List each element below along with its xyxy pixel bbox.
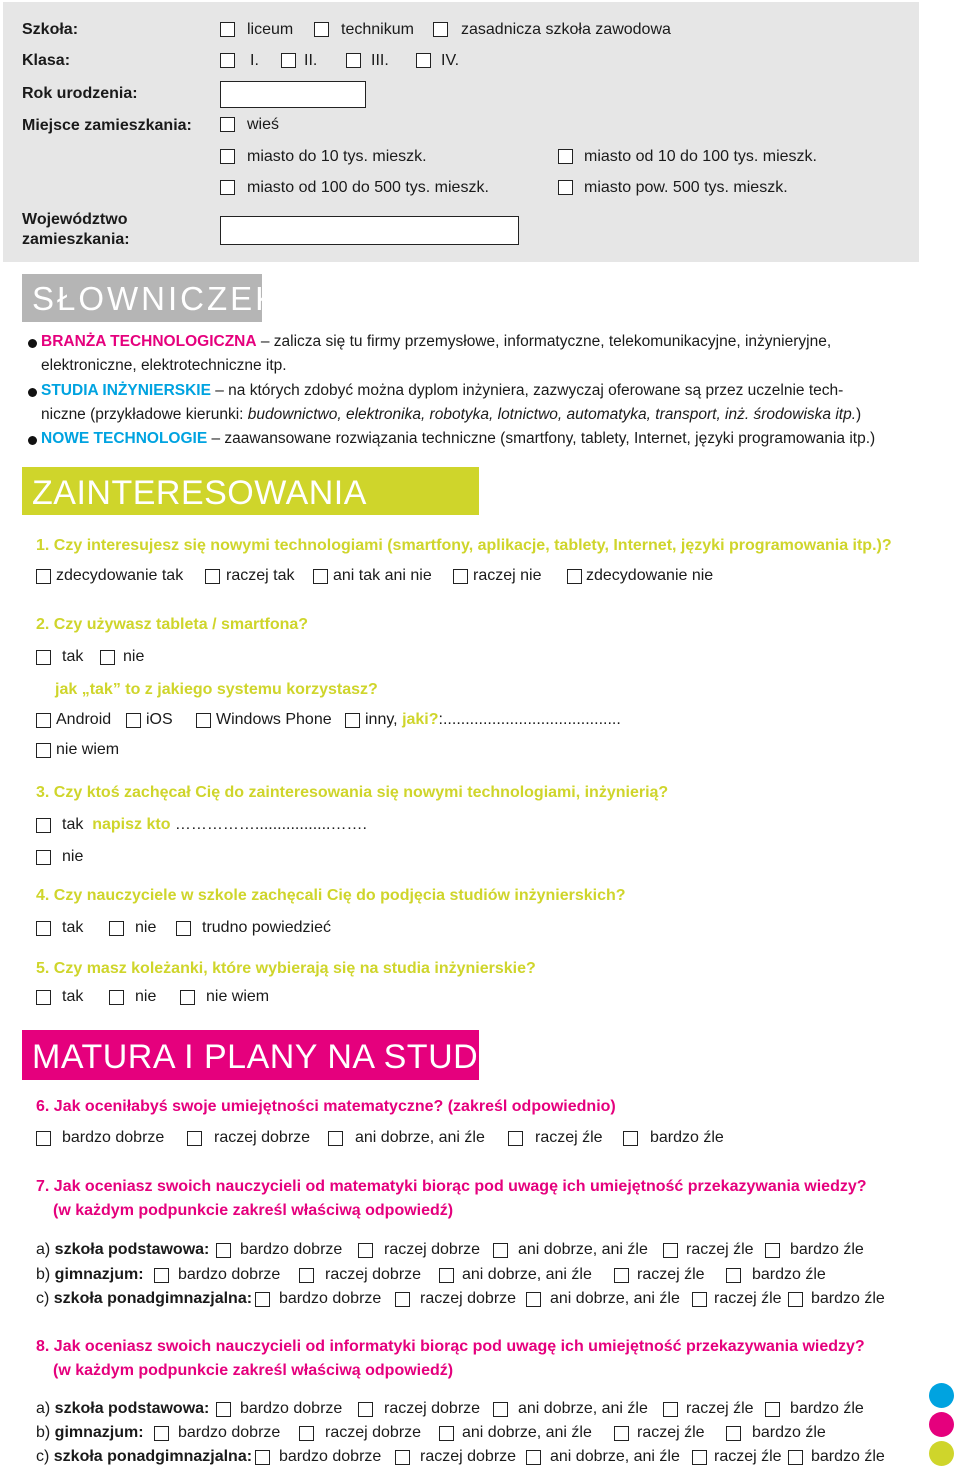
q7-row-2-label <box>36 1266 144 1284</box>
q8-row-1-option-1-checkbox[interactable] <box>216 1402 231 1417</box>
glossary-term-1: BRANŻA TECHNOLOGICZNA <box>41 333 257 350</box>
q7-row-2-option-2-checkbox[interactable] <box>299 1268 314 1283</box>
class-3-label: III. <box>371 52 389 69</box>
glossary-item-1-line2: elektroniczne, elektrotechniczne itp. <box>41 357 287 374</box>
q6-option-4-label: raczej źle <box>535 1129 603 1146</box>
question-8-line2: (w każdym podpunkcie zakreśl właściwą odpowiedź) <box>53 1362 454 1379</box>
q7-row-1-option-4-label: raczej źle <box>686 1241 754 1258</box>
school-liceum-checkbox[interactable] <box>220 22 235 37</box>
system-other-prompt: jaki? <box>402 711 439 728</box>
q8-row-2-option-3-checkbox[interactable] <box>439 1426 454 1441</box>
q1-option-1-checkbox[interactable] <box>36 569 51 584</box>
q8-row-2-option-2-checkbox[interactable] <box>299 1426 314 1441</box>
q7-row-2-option-3-label: ani dobrze, ani źle <box>462 1266 592 1283</box>
q8-row-1-option-3-checkbox[interactable] <box>493 1402 508 1417</box>
glossary-term-3: NOWE TECHNOLOGIE <box>41 430 208 447</box>
question-8-line1: 8. Jak oceniasz swoich nauczycieli od informatyki biorąc pod uwagę ich umiejętność przekazywania wiedzy? <box>36 1338 865 1355</box>
lime-dot <box>929 1441 954 1466</box>
q5-yes-label: tak <box>62 988 84 1005</box>
question-2: 2. Czy używasz tableta / smartfona? <box>36 616 309 633</box>
q3-no-label: nie <box>62 848 84 865</box>
q5-yes-checkbox[interactable] <box>36 990 51 1005</box>
q6-option-4-checkbox[interactable] <box>508 1131 523 1146</box>
birth-year-label: Rok urodzenia: <box>22 85 138 102</box>
q7-row-2-option-3-checkbox[interactable] <box>439 1268 454 1283</box>
q7-row-2-option-4-label: raczej źle <box>637 1266 705 1283</box>
q2-yes-checkbox[interactable] <box>36 650 51 665</box>
residence-village-checkbox[interactable] <box>220 117 235 132</box>
q7-row-1-option-1-checkbox[interactable] <box>216 1243 231 1258</box>
q8-row-2-option-2-label: raczej dobrze <box>325 1424 422 1441</box>
q6-option-5-checkbox[interactable] <box>623 1131 638 1146</box>
q8-row-1-label <box>36 1400 209 1418</box>
q6-option-1-checkbox[interactable] <box>36 1131 51 1146</box>
q8-row-2-option-1-label: bardzo dobrze <box>178 1424 281 1441</box>
row-prefix: c) <box>36 1290 54 1307</box>
q4-yes-label: tak <box>62 919 84 936</box>
glossary-item-2-line2 <box>41 404 861 426</box>
school-level: szkoła ponadgimnazjalna: <box>53 1290 253 1307</box>
q4-yes-checkbox[interactable] <box>36 921 51 936</box>
q7-row-3-option-4-checkbox[interactable] <box>692 1292 707 1307</box>
q3-yes-line <box>62 816 367 834</box>
q7-row-3-label <box>36 1290 252 1308</box>
q7-row-3-option-3-label: ani dobrze, ani źle <box>550 1290 680 1307</box>
q8-row-3-label <box>36 1448 252 1466</box>
glossary-item-3-line1 <box>41 428 875 450</box>
q2-no-checkbox[interactable] <box>100 650 115 665</box>
residence-label: Miejsce zamieszkania: <box>22 117 192 134</box>
system-dontknow-label: nie wiem <box>56 741 120 758</box>
q6-option-1-label: bardzo dobrze <box>62 1129 165 1146</box>
q1-option-4-label: raczej nie <box>473 567 542 584</box>
q6-option-2-label: raczej dobrze <box>214 1129 311 1146</box>
q7-row-1-option-4-checkbox[interactable] <box>663 1243 678 1258</box>
row-prefix: c) <box>36 1448 54 1465</box>
q5-dontknow-checkbox[interactable] <box>180 990 195 1005</box>
q7-row-1-option-3-label: ani dobrze, ani źle <box>518 1241 648 1258</box>
row-prefix: b) <box>36 1424 55 1441</box>
voivodeship-field[interactable] <box>220 216 519 245</box>
glossary-def-2-prefix: niczne (przykładowe kierunki: <box>41 406 248 423</box>
residence-city-500k-label: miasto od 100 do 500 tys. mieszk. <box>247 179 489 196</box>
system-windows-phone-label: Windows Phone <box>216 711 332 728</box>
q7-row-3-option-2-label: raczej dobrze <box>420 1290 517 1307</box>
q8-row-3-option-3-label: ani dobrze, ani źle <box>550 1448 680 1465</box>
class-2-label: II. <box>304 52 318 69</box>
q7-row-1-label <box>36 1241 209 1259</box>
system-ios-checkbox[interactable] <box>126 713 141 728</box>
residence-city-500k-checkbox[interactable] <box>220 180 235 195</box>
system-ios-label: iOS <box>146 711 173 728</box>
q7-row-1-option-2-checkbox[interactable] <box>358 1243 373 1258</box>
q2-no-label: nie <box>123 648 145 665</box>
voivodeship-label-line1: Województwo <box>22 211 128 228</box>
q8-row-3-option-5-label: bardzo źle <box>811 1448 885 1465</box>
glossary-bullet-3 <box>28 436 37 445</box>
interests-heading: ZAINTERESOWANIA <box>22 467 479 515</box>
q3-no-checkbox[interactable] <box>36 850 51 865</box>
q8-row-1-option-5-label: bardzo źle <box>790 1400 864 1417</box>
school-level: szkoła ponadgimnazjalna: <box>53 1448 253 1465</box>
q4-no-label: nie <box>135 919 157 936</box>
question-6: 6. Jak oceniłabyś swoje umiejętności matematyczne? (zakreśl odpowiednio) <box>36 1098 616 1115</box>
q7-row-1-option-2-label: raczej dobrze <box>384 1241 481 1258</box>
glossary-def-1: – zalicza się tu firmy przemysłowe, informatyczne, telekomunikacyjne, inżynieryjne, <box>256 333 832 350</box>
row-prefix: a) <box>36 1241 55 1258</box>
q7-row-2-option-4-checkbox[interactable] <box>614 1268 629 1283</box>
q7-row-3-option-4-label: raczej źle <box>714 1290 782 1307</box>
glossary-bullet-2 <box>28 388 37 397</box>
school-zawodowa-checkbox[interactable] <box>433 22 448 37</box>
question-7-line1: 7. Jak oceniasz swoich nauczycieli od matematyki biorąc pod uwagę ich umiejętność przekazywania wiedzy? <box>36 1178 867 1195</box>
system-other-checkbox[interactable] <box>345 713 360 728</box>
q8-row-1-option-4-label: raczej źle <box>686 1400 754 1417</box>
glossary-def-2-examples: budownictwo, elektronika, robotyka, lotnictwo, automatyka, transport, inż. środowiska itp. <box>247 406 856 423</box>
q8-row-1-option-4-checkbox[interactable] <box>663 1402 678 1417</box>
q7-row-3-option-1-label: bardzo dobrze <box>279 1290 382 1307</box>
q3-yes-checkbox[interactable] <box>36 818 51 833</box>
school-level: gimnazjum: <box>54 1424 144 1441</box>
residence-town-10k-label: miasto do 10 tys. mieszk. <box>247 148 427 165</box>
system-other-dots[interactable]: :........................................ <box>438 711 621 728</box>
q8-row-2-label <box>36 1424 144 1442</box>
q1-option-3-checkbox[interactable] <box>313 569 328 584</box>
q8-row-2-option-4-checkbox[interactable] <box>614 1426 629 1441</box>
q7-row-1-option-3-checkbox[interactable] <box>493 1243 508 1258</box>
question-3: 3. Czy ktoś zachęcał Cię do zainteresowania się nowymi technologiami, inżynierią? <box>36 784 669 801</box>
class-2-checkbox[interactable] <box>281 53 296 68</box>
glossary-def-3: – zaawansowane rozwiązania techniczne (smartfony, tablety, Internet, języki programowania itp.) <box>207 430 876 447</box>
q8-row-2-option-5-label: bardzo źle <box>752 1424 826 1441</box>
school-level: szkoła podstawowa: <box>54 1400 210 1417</box>
q6-option-5-label: bardzo źle <box>650 1129 724 1146</box>
q7-row-1-option-1-label: bardzo dobrze <box>240 1241 343 1258</box>
q8-row-1-option-2-label: raczej dobrze <box>384 1400 481 1417</box>
q7-row-2-option-5-checkbox[interactable] <box>726 1268 741 1283</box>
glossary-def-2: – na których zdobyć można dyplom inżyniera, zazwyczaj oferowane są przez uczelnie tech- <box>210 382 844 399</box>
class-label: Klasa: <box>22 52 71 69</box>
q7-row-1-option-5-checkbox[interactable] <box>765 1243 780 1258</box>
q3-write-dots[interactable]: …………….................……. <box>174 816 367 833</box>
residence-city-over500k-label: miasto pow. 500 tys. mieszk. <box>584 179 788 196</box>
class-1-label: I. <box>250 52 259 69</box>
q8-row-2-option-1-checkbox[interactable] <box>154 1426 169 1441</box>
q7-row-3-option-5-checkbox[interactable] <box>788 1292 803 1307</box>
q8-row-1-option-2-checkbox[interactable] <box>358 1402 373 1417</box>
q5-no-checkbox[interactable] <box>109 990 124 1005</box>
question-2-followup: jak „tak” to z jakiego systemu korzystasz? <box>55 681 378 698</box>
school-level: szkoła podstawowa: <box>54 1241 210 1258</box>
q8-row-3-option-2-checkbox[interactable] <box>395 1450 410 1465</box>
q8-row-2-option-4-label: raczej źle <box>637 1424 705 1441</box>
class-4-checkbox[interactable] <box>416 53 431 68</box>
q1-option-2-checkbox[interactable] <box>205 569 220 584</box>
q3-yes-label: tak <box>62 816 84 833</box>
magenta-dot <box>929 1412 954 1437</box>
residence-village-label: wieś <box>247 116 280 133</box>
q8-row-3-option-1-checkbox[interactable] <box>255 1450 270 1465</box>
residence-town-100k-label: miasto od 10 do 100 tys. mieszk. <box>584 148 817 165</box>
cyan-dot <box>929 1383 954 1408</box>
residence-town-10k-checkbox[interactable] <box>220 149 235 164</box>
class-4-label: IV. <box>441 52 460 69</box>
residence-town-100k-checkbox[interactable] <box>558 149 573 164</box>
system-other-line <box>365 711 621 729</box>
glossary-item-1-line1 <box>41 331 831 353</box>
q7-row-2-option-1-checkbox[interactable] <box>154 1268 169 1283</box>
q1-option-2-label: raczej tak <box>226 567 295 584</box>
system-other-label: inny, <box>365 711 398 728</box>
glossary-def-2-suffix: ) <box>856 406 862 423</box>
question-1: 1. Czy interesujesz się nowymi technologiami (smartfony, aplikacje, tablety, Internet, języki programowania itp.)? <box>36 537 892 554</box>
school-level: gimnazjum: <box>54 1266 144 1283</box>
row-prefix: a) <box>36 1400 55 1417</box>
q5-no-label: nie <box>135 988 157 1005</box>
q7-row-3-option-5-label: bardzo źle <box>811 1290 885 1307</box>
q2-yes-label: tak <box>62 648 84 665</box>
q6-option-3-label: ani dobrze, ani źle <box>355 1129 485 1146</box>
system-android-checkbox[interactable] <box>36 713 51 728</box>
voivodeship-label-line2: zamieszkania: <box>22 231 130 248</box>
q8-row-3-option-2-label: raczej dobrze <box>420 1448 517 1465</box>
q7-row-3-option-3-checkbox[interactable] <box>526 1292 541 1307</box>
q7-row-2-option-2-label: raczej dobrze <box>325 1266 422 1283</box>
q8-row-1-option-3-label: ani dobrze, ani źle <box>518 1400 648 1417</box>
glossary-bullet-1 <box>28 339 37 348</box>
q8-row-3-option-5-checkbox[interactable] <box>788 1450 803 1465</box>
matura-heading: MATURA I PLANY NA STUDIA <box>22 1030 479 1080</box>
q5-dontknow-label: nie wiem <box>206 988 270 1005</box>
school-liceum-label: liceum <box>247 21 294 38</box>
system-android-label: Android <box>56 711 112 728</box>
school-label: Szkoła: <box>22 21 79 38</box>
system-windows-phone-checkbox[interactable] <box>196 713 211 728</box>
row-prefix: b) <box>36 1266 55 1283</box>
question-7-line2: (w każdym podpunkcie zakreśl właściwą odpowiedź) <box>53 1202 454 1219</box>
q6-option-2-checkbox[interactable] <box>187 1131 202 1146</box>
q7-row-1-option-5-label: bardzo źle <box>790 1241 864 1258</box>
q4-no-checkbox[interactable] <box>109 921 124 936</box>
q1-option-1-label: zdecydowanie tak <box>56 567 184 584</box>
q1-option-3-label: ani tak ani nie <box>333 567 432 584</box>
q8-row-3-option-1-label: bardzo dobrze <box>279 1448 382 1465</box>
school-zawodowa-label: zasadnicza szkoła zawodowa <box>461 21 671 38</box>
q7-row-2-option-5-label: bardzo źle <box>752 1266 826 1283</box>
q1-option-5-checkbox[interactable] <box>567 569 582 584</box>
q7-row-2-option-1-label: bardzo dobrze <box>178 1266 281 1283</box>
question-5: 5. Czy masz koleżanki, które wybierają się na studia inżynierskie? <box>36 960 536 977</box>
q1-option-4-checkbox[interactable] <box>453 569 468 584</box>
q8-row-2-option-5-checkbox[interactable] <box>726 1426 741 1441</box>
residence-city-over500k-checkbox[interactable] <box>558 180 573 195</box>
q3-write-prompt: napisz kto <box>92 816 171 833</box>
q7-row-3-option-2-checkbox[interactable] <box>395 1292 410 1307</box>
q8-row-3-option-4-label: raczej źle <box>714 1448 782 1465</box>
glossary-term-2: STUDIA INŻYNIERSKIE <box>41 382 211 399</box>
q4-unsure-checkbox[interactable] <box>176 921 191 936</box>
q6-option-3-checkbox[interactable] <box>328 1131 343 1146</box>
school-technikum-checkbox[interactable] <box>314 22 329 37</box>
class-3-checkbox[interactable] <box>346 53 361 68</box>
glossary-heading: SŁOWNICZEK <box>22 274 262 322</box>
q8-row-2-option-3-label: ani dobrze, ani źle <box>462 1424 592 1441</box>
school-technikum-label: technikum <box>341 21 414 38</box>
q4-unsure-label: trudno powiedzieć <box>202 919 331 936</box>
glossary-item-2-line1 <box>41 380 843 402</box>
q1-option-5-label: zdecydowanie nie <box>586 567 714 584</box>
system-dontknow-checkbox[interactable] <box>36 743 51 758</box>
class-1-checkbox[interactable] <box>220 53 235 68</box>
q8-row-3-option-3-checkbox[interactable] <box>526 1450 541 1465</box>
question-4: 4. Czy nauczyciele w szkole zachęcali Cię do podjęcia studiów inżynierskich? <box>36 887 626 904</box>
q8-row-1-option-5-checkbox[interactable] <box>765 1402 780 1417</box>
q8-row-3-option-4-checkbox[interactable] <box>692 1450 707 1465</box>
q7-row-3-option-1-checkbox[interactable] <box>255 1292 270 1307</box>
q8-row-1-option-1-label: bardzo dobrze <box>240 1400 343 1417</box>
birth-year-field[interactable] <box>220 81 366 108</box>
